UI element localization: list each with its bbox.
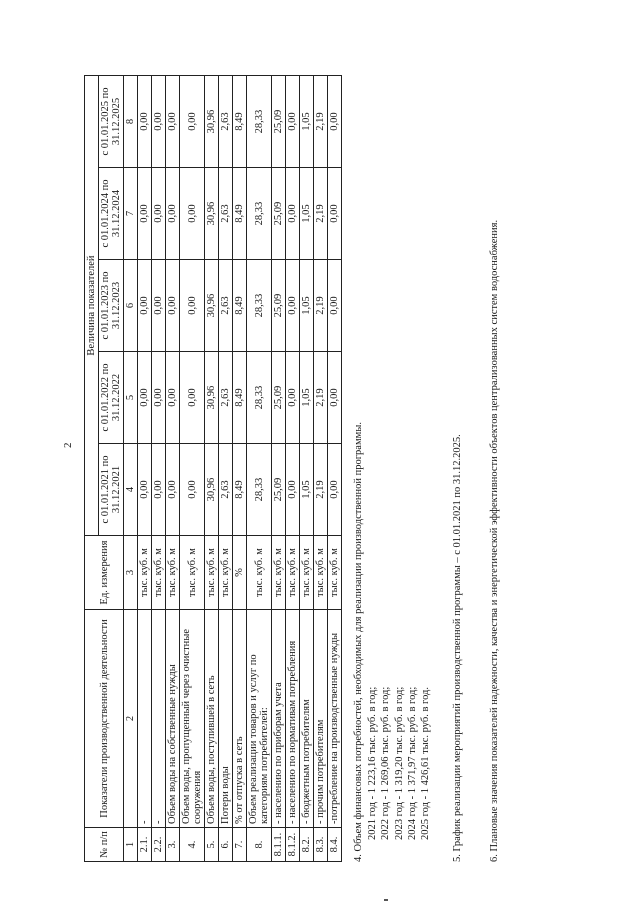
row-value: 2,19 <box>314 76 328 168</box>
row-value: 2,19 <box>314 444 328 536</box>
row-indicator: - населению по нормативам потребления <box>286 610 300 828</box>
row-value: 0,00 <box>328 352 342 444</box>
index-cell: 8 <box>124 76 138 168</box>
row-value: 2,19 <box>314 260 328 352</box>
row-indicator: - населению по приборам учета <box>272 610 286 828</box>
row-value: 0,00 <box>286 444 300 536</box>
row-value: 2,63 <box>219 260 233 352</box>
row-value: 8,49 <box>233 76 247 168</box>
row-value: 0,00 <box>152 352 166 444</box>
row-value: 1,05 <box>300 444 314 536</box>
row-value: 0,00 <box>286 260 300 352</box>
row-number: 6. <box>219 828 233 862</box>
table-row <box>314 76 328 862</box>
row-indicator: - <box>138 610 152 828</box>
scan-edge-mark <box>384 899 388 901</box>
row-number: 4. <box>180 828 205 862</box>
row-value: 1,05 <box>300 352 314 444</box>
header-indicator: Показатели производственной деятельности <box>85 610 124 828</box>
header-group: Величина показателей <box>85 76 99 536</box>
row-value: 0,00 <box>328 444 342 536</box>
row-number: 7. <box>233 828 247 862</box>
row-unit: тыс. куб. м <box>152 536 166 610</box>
financial-line: 2022 год - 1 269,06 тыс. руб. в год; <box>380 686 392 840</box>
financial-line: 2021 год - 1 223,16 тыс. руб. в год; <box>366 686 378 840</box>
table-row <box>180 76 205 862</box>
section-4-heading: 4. Объем финансовых потребностей, необходимых для реализации производственной программы. <box>353 422 365 862</box>
table-row <box>152 76 166 862</box>
row-value: 1,05 <box>300 76 314 168</box>
row-indicator: Объем реализации товаров и услуг по категориям потребителей: <box>247 610 272 828</box>
row-number: 5. <box>205 828 219 862</box>
header-period: с 01.01.2023 по 31.12.2023 <box>99 260 124 352</box>
row-value: 28,33 <box>247 352 272 444</box>
index-cell: 2 <box>124 610 138 828</box>
row-value: 0,00 <box>286 168 300 260</box>
row-unit: тыс. куб. м <box>300 536 314 610</box>
row-value: 8,49 <box>233 260 247 352</box>
row-value: 0,00 <box>138 352 152 444</box>
header-period: с 01.01.2022 по 31.12.2022 <box>99 352 124 444</box>
index-cell: 7 <box>124 168 138 260</box>
row-value: 28,33 <box>247 260 272 352</box>
row-value: 0,00 <box>166 260 180 352</box>
table-body <box>138 76 342 862</box>
row-value: 8,49 <box>233 444 247 536</box>
row-value: 30,96 <box>205 352 219 444</box>
row-number: 2.1. <box>138 828 152 862</box>
row-value: 0,00 <box>166 444 180 536</box>
row-value: 2,63 <box>219 168 233 260</box>
section-5: 5. График реализации мероприятий производственной программы – с 01.01.2021 по 31.12.2025. <box>451 434 463 862</box>
row-number: 8.3. <box>314 828 328 862</box>
row-value: 0,00 <box>328 76 342 168</box>
table-row <box>233 76 247 862</box>
row-unit: тыс. куб. м <box>328 536 342 610</box>
header-period: с 01.01.2024 по 31.12.2024 <box>99 168 124 260</box>
section-6: 6. Плановые значения показателей надежности, качества и энергетической эффективности объектов централизованных систем водоснабжения. <box>489 219 501 862</box>
row-unit: тыс. куб. м <box>314 536 328 610</box>
row-value: 0,00 <box>166 352 180 444</box>
row-unit: тыс. куб. м <box>247 536 272 610</box>
rotated-page-content <box>84 72 534 862</box>
row-value: 0,00 <box>166 76 180 168</box>
row-number: 8.4. <box>328 828 342 862</box>
row-value: 28,33 <box>247 168 272 260</box>
index-cell: 6 <box>124 260 138 352</box>
header-num: № п/п <box>85 828 124 862</box>
row-unit: тыс. куб. м <box>286 536 300 610</box>
financial-line: 2024 год - 1 371,97 тыс. руб. в год; <box>407 686 419 840</box>
row-unit: тыс. куб. м <box>272 536 286 610</box>
row-value: 0,00 <box>138 444 152 536</box>
row-value: 2,19 <box>314 168 328 260</box>
row-value: 25,09 <box>272 352 286 444</box>
row-value: 2,19 <box>314 352 328 444</box>
row-number: 8.1.2. <box>286 828 300 862</box>
row-number: 8. <box>247 828 272 862</box>
row-value: 28,33 <box>247 444 272 536</box>
row-indicator: -потребление на производственные нужды <box>328 610 342 828</box>
header-unit: Ед. измерения <box>85 536 124 610</box>
row-value: 8,49 <box>233 168 247 260</box>
table-row <box>138 76 152 862</box>
row-value: 30,96 <box>205 444 219 536</box>
row-value: 0,00 <box>180 444 205 536</box>
row-value: 0,00 <box>180 168 205 260</box>
row-value: 2,63 <box>219 352 233 444</box>
row-value: 0,00 <box>328 260 342 352</box>
row-indicator: Потери воды <box>219 610 233 828</box>
row-value: 8,49 <box>233 352 247 444</box>
financial-line: 2025 год - 1 426,61 тыс. руб. в год. <box>420 687 432 840</box>
row-value: 0,00 <box>152 168 166 260</box>
table-row <box>166 76 180 862</box>
row-unit: тыс. куб. м <box>205 536 219 610</box>
row-value: 0,00 <box>286 76 300 168</box>
header-period: с 01.01.2021 по 31.12.2021 <box>99 444 124 536</box>
row-value: 0,00 <box>180 260 205 352</box>
row-value: 1,05 <box>300 168 314 260</box>
row-indicator: - бюджетным потребителям <box>300 610 314 828</box>
row-value: 0,00 <box>180 76 205 168</box>
row-number: 8.2. <box>300 828 314 862</box>
row-unit: тыс. куб. м <box>219 536 233 610</box>
row-unit: тыс. куб. м <box>166 536 180 610</box>
row-unit: тыс. куб. м <box>180 536 205 610</box>
row-value: 0,00 <box>138 76 152 168</box>
row-value: 0,00 <box>152 444 166 536</box>
index-cell: 4 <box>124 444 138 536</box>
row-unit: тыс. куб. м <box>138 536 152 610</box>
table-row <box>328 76 342 862</box>
row-value: 0,00 <box>138 168 152 260</box>
row-value: 30,96 <box>205 76 219 168</box>
notes <box>352 72 502 862</box>
row-value: 25,09 <box>272 76 286 168</box>
row-value: 0,00 <box>152 76 166 168</box>
header-period: с 01.01.2025 по 31.12.2025 <box>99 76 124 168</box>
row-value: 25,09 <box>272 260 286 352</box>
row-value: 30,96 <box>205 168 219 260</box>
row-indicator: - <box>152 610 166 828</box>
index-cell: 1 <box>124 828 138 862</box>
row-value: 28,33 <box>247 76 272 168</box>
page-number: 2 <box>62 442 74 448</box>
row-value: 2,63 <box>219 444 233 536</box>
row-number: 2.2. <box>152 828 166 862</box>
table-row <box>205 76 219 862</box>
row-number: 8.1.1. <box>272 828 286 862</box>
row-value: 2,63 <box>219 76 233 168</box>
row-unit: % <box>233 536 247 610</box>
row-value: 1,05 <box>300 260 314 352</box>
row-value: 0,00 <box>152 260 166 352</box>
table-row <box>286 76 300 862</box>
index-cell: 5 <box>124 352 138 444</box>
table-row <box>272 76 286 862</box>
row-value: 25,09 <box>272 444 286 536</box>
row-indicator: Объем воды на собственные нужды <box>166 610 180 828</box>
financial-line: 2023 год - 1 319,20 тыс. руб. в год; <box>393 686 405 840</box>
row-value: 30,96 <box>205 260 219 352</box>
table-row <box>247 76 272 862</box>
row-indicator: - прочим потребителям <box>314 610 328 828</box>
row-value: 0,00 <box>328 168 342 260</box>
row-value: 0,00 <box>180 352 205 444</box>
row-indicator: Объем воды, поступившей в сеть <box>205 610 219 828</box>
table-row <box>219 76 233 862</box>
row-value: 0,00 <box>138 260 152 352</box>
row-indicator: Объем воды, пропущенный через очистные сооружения <box>180 610 205 828</box>
row-value: 0,00 <box>286 352 300 444</box>
table-row <box>300 76 314 862</box>
row-number: 3. <box>166 828 180 862</box>
row-indicator: % от отпуска в сеть <box>233 610 247 828</box>
row-value: 25,09 <box>272 168 286 260</box>
production-indicators-table <box>84 75 342 862</box>
row-value: 0,00 <box>166 168 180 260</box>
index-cell: 3 <box>124 536 138 610</box>
